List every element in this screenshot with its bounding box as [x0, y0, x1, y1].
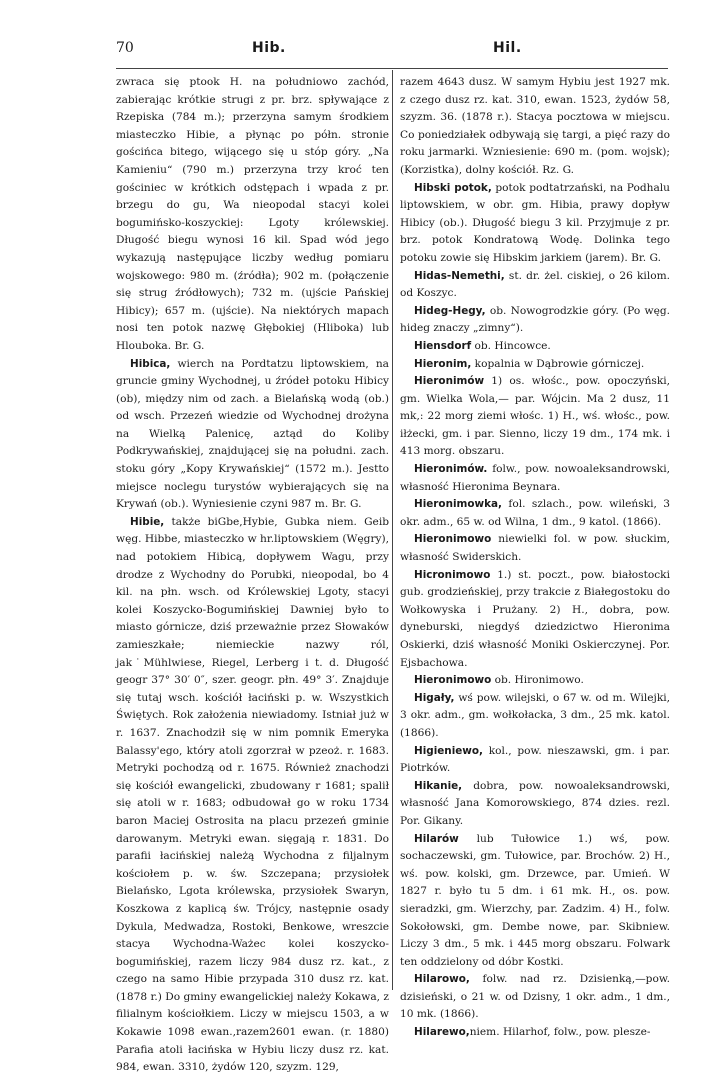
entry-text: kopalnia w Dąbrowie górniczej. [471, 357, 645, 370]
entry-text: zwraca się ptook H. na południowo zachód, zabierając krótkie strugi z pr. brz. spływające z Rzepiska (784 m.); przerzyna samym środkiem miasteczko Hibie, a płynąc po półn. stronie gościńca bitego, wijącego się u stóp góry. „Na Kamieniu“ (790 m.) przerzyna trzy kroć ten gościniec w krótkich odstępach i wpada z pr. brzegu do gu, Wa nieopodal stacyi kolei bogumińsko-koszyckiej: Lgoty królewskiej. Długość biegu wynosi 16 kil. Spad wód jego wykazują następujące liczby według pomiaru wojskowego: 980 m. (źródła); 902 m. (połączenie się strug źródłowych); 732 m. (ujście Pańskiej Hibicy); 657 m. (ujście). Na niektórych mapach nosi ten potok nazwę Głębokiej (Hliboka) lub Hlouboka. Br. G. [116, 76, 389, 352]
dictionary-entry [400, 180, 670, 268]
entry-headword: Higały, [414, 691, 455, 704]
entry-headword: Hikanie, [414, 779, 463, 792]
entry-headword: Hidas-Nemethi, [414, 269, 505, 282]
header-rule [116, 68, 668, 69]
entry-text: folw. nad rz. Dzisienką,—pow. dzisieński, o 21 w. od Dzisny, 1 okr. adm., 1 dm., 10 mk. (1866). [400, 973, 670, 1021]
dictionary-entry [400, 971, 670, 1024]
dictionary-entry [116, 514, 389, 1077]
entry-headword: Higieniewo, [414, 744, 483, 757]
dictionary-entry [400, 356, 670, 374]
entry-text: wierch na Pordtatzu liptowskiem, na gruncie gminy Wychodnej, u źródeł potoku Hibicy (ob), między nim od zach. a Bielańską wodą (ob.) od wsch. Przezeń wiedzie od Wychodnej drożyna na Wielką Palenicę, aztąd do Koliby Podkrywańskiej, znajdującej się na południ. zach. stoku góry „Kopy Krywańskiej“ (1572 m.). Jestto miejsce noclegu turystów wybierających się na Krywań (ob.). Wyniesienie czyni 987 m. Br. G. [116, 357, 389, 511]
entry-text: lub Tułowice 1.) wś, pow. sochaczewski, gm. Tułowice, par. Brochów. 2) H., wś. pow. kolski, gm. Drzewce, par. Umień. W 1827 r. było tu 5 dm. i 61 mk. H., os. pow. sieradzki, gm. Wierzchy, par. Zadzim. 4) H., folw. Sokołowski, gm. Dembe nowe, par. Skibniew. Liczy 3 dm., 5 mk. i 445 morg obszaru. Folwark ten oddzielony od dóbr Kostki. [400, 832, 670, 968]
dictionary-entry [400, 778, 670, 831]
entry-text: niem. Hilarhof, folw., pow. plesze- [469, 1026, 651, 1039]
entry-text: fol. szlach., pow. wileński, 3 okr. adm., 65 w. od Wilna, 1 dm., 9 katol. (1866). [400, 498, 670, 528]
dictionary-entry [400, 268, 670, 303]
entry-headword: Hiensdorf [414, 339, 472, 352]
entry-text: potok podtatrzański, na Podhalu liptowskiem, w obr. gm. Hibia, prawy dopływ Hibicy (ob.). Długość biegu 3 kil. Przyjmuje z pr. brz. potok Kondratową Wodę. Dolinka tego potoku zowie się Hibskim jarkiem (jarem). Br. G. [400, 181, 670, 264]
dictionary-entry [400, 461, 670, 496]
entry-headword: Hicronimowo [414, 568, 491, 581]
dictionary-entry [400, 303, 670, 338]
entry-headword: Hideg-Hegy, [414, 304, 486, 317]
entry-headword: Hilarewo, [414, 1026, 470, 1039]
entry-text: także biGbe,Hybie, Gubka niem. Geib węg. Hibbe, miasteczko w hr.liptowskiem (Węgry), nad potokiem Hibicą, dopływem Wagu, przy drodze z Wychodny do Porubki, nieopodal, bo 4 kil. na płn. wsch. od Królewskiej Lgoty, stacyi kolei Koszycko-Bogumińskiej Dawniej było to miasto górnicze, dziś przeważnie przez Słowaków zamieszkałe; niemieckie nazwy ról, jak˙Mühlwiese, Riegel, Lerberg i t. d. Długość geogr 37° 30′ 0″, szer. geogr. płn. 49° 3′. Znajduje się tutaj wsch. kościół łaciński p. w. Wszystkich Świętych. Rok założenia niewiadomy. Istniał już w r. 1637. Znachodził się w nim pomnik Emeryka Balassy'ego, który atoli zgorzrał w pzeoż. r. 1683. Metryki pochodzą od r. 1675. Również znachodzi się kościół ewangelicki, zbudowany r 1681; spalił się atoli w r. 1683; odbudował go w roku 1734 baron Maciej Ostrosita na placu przezeń gminie darowanym. Metryki ewan. sięgają r. 1831. Do parafii łacińskiej należą Wychodna z filjalnym kościołem p. w. św. Szczepana; przysiołek Bielańsko, Lgota królewska, przysiołek Swaryn, Koszkowa z kaplicą św. Trójcy, następnie osady Dykula, Medwadza, Rostoki, Benkowe, wreszcie stacya Wychodna-Ważec kolei koszycko-bogumińskiej, razem liczy 984 dusz rz. kat., z czego na samo Hibie przypada 310 dusz rz. kat. (1878 r.) Do gminy ewangelickiej należy Kokawa, z filialnym kościołkiem. Liczy w miejscu 1503, a w Kokawie 1098 ewan.,razem2601 ewan. (r. 1880) Parafia atoli łacińska w Hybiu liczy dusz rz. kat. 984, ewan. 3310, żydów 120, szyzm. 129, [116, 515, 389, 1074]
dictionary-entry [400, 338, 670, 356]
entry-headword: Hieronimów. [414, 463, 488, 476]
page-number: 70 [116, 40, 134, 56]
dictionary-entry [116, 356, 389, 514]
entry-headword: Hieronim, [414, 357, 472, 370]
entry-headword: Hibica, [130, 357, 171, 370]
entry-text: wś pow. wilejski, o 67 w. od m. Wilejki, 3 okr. adm., gm. wołkołacka, 3 dm., 25 mk. katol. (1866). [400, 691, 670, 739]
entry-text: razem 4643 dusz. W samym Hybiu jest 1927 mk. z czego dusz rz. kat. 310, ewan. 1523, żydów 58, szyzm. 36. (1878 r.). Stacya pocztowa w miejscu. Co poniedziałek odbywają się targi, a pięć razy do roku jarmarki. Wzniesienie: 690 m. (pom. wojsk); (Korzistka), dolny kościół. Rz. G. [400, 76, 670, 176]
dictionary-entry [116, 74, 389, 356]
entry-headword: Hieronimowka, [414, 498, 502, 511]
entry-text: niewielki fol. w pow. słuckim, własność Swiderskich. [400, 533, 670, 564]
column-divider [392, 70, 393, 990]
entry-headword: Hieronimowo [414, 533, 492, 546]
entry-headword: Hilarów [414, 832, 459, 845]
entry-headword: Hieronimowo [414, 674, 492, 687]
entry-headword: Hibie, [130, 515, 165, 528]
entry-headword: Hieronimów [414, 375, 485, 388]
entry-text: st. dr. żel. ciskiej, o 26 kilom. od Koszyc. [400, 269, 670, 300]
dictionary-entry [400, 1024, 670, 1042]
dictionary-entry [400, 373, 670, 461]
entry-text: folw., pow. nowoaleksandrowski, własność Hieronima Beynara. [400, 463, 670, 493]
running-head-right: Hil. [493, 40, 522, 56]
dictionary-entry [400, 74, 670, 180]
entry-headword: Hilarowo, [414, 973, 470, 986]
dictionary-entry [400, 567, 670, 673]
dictionary-entry [400, 690, 670, 743]
left-column [116, 74, 389, 1077]
running-head-left: Hib. [252, 40, 286, 56]
entry-text: dobra, pow. nowoaleksandrowski, własność Jana Komorowskiego, 874 dzies. rezl. Por. Gikany. [400, 779, 670, 827]
dictionary-entry [400, 531, 670, 566]
right-column [400, 74, 670, 1042]
entry-text: kol., pow. nieszawski, gm. i par. Piotrków. [400, 744, 670, 775]
entry-headword: Hibski potok, [414, 181, 492, 194]
entry-text: 1) os. włośc., pow. opoczyński, gm. Wielka Wola,— par. Wójcin. Ma 2 dusz, 11 mk,: 22 morg ziemi włośc. 1) H., wś. włośc., pow. iłżecki, gm. i par. Sienno, liczy 19 dm., 174 mk. i 413 morg. obszaru. [400, 375, 670, 458]
dictionary-entry [400, 743, 670, 778]
entry-text: ob. Hincowce. [471, 339, 551, 352]
entry-text: ob. Hironimowo. [491, 674, 584, 687]
entry-text: 1.) st. poczt., pow. białostocki gub. grodzieńskiej, przy trakcie z Białegostoku do Wołkowyska i Prużany. 2) H., dobra, pow. dyneburski, niegdyś dziedzictwo Hieronima Oskierki, dziś własność Moniki Oskierczynej. Por. Ejsbachowa. [400, 568, 670, 669]
dictionary-entry [400, 496, 670, 531]
entry-text: ob. Nowogrodzkie góry. (Po węg. hideg znaczy „zimny“). [400, 304, 670, 335]
dictionary-entry [400, 831, 670, 972]
dictionary-entry [400, 672, 670, 690]
